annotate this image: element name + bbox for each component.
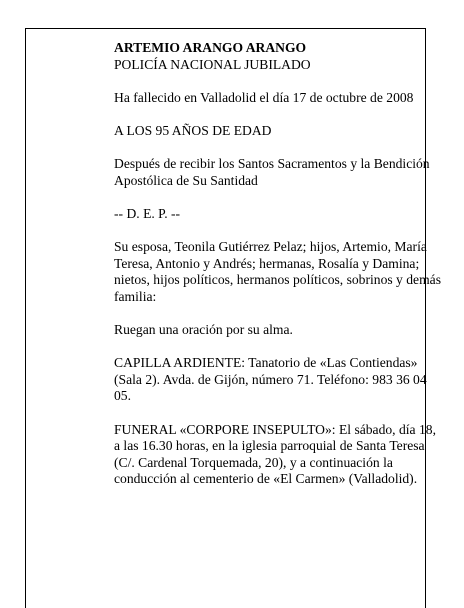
chapel-info: CAPILLA ARDIENTE: Tanatorio de «Las Contiendas» (Sala 2). Avda. de Gijón, número 71. Teléfono: 983 36 04 05. xyxy=(114,355,427,404)
notice-header xyxy=(114,40,444,73)
deceased-name: ARTEMIO ARANGO ARANGO xyxy=(114,40,307,55)
family-list: Su esposa, Teonila Gutiérrez Pelaz; hijos, Artemio, María Teresa, Antonio y Andrés; hermanas, Rosalía y Damina; nietos, hijos políticos, hermanos políticos, sobrinos y demás familia: xyxy=(114,239,441,304)
deceased-title: POLICÍA NACIONAL JUBILADO xyxy=(114,56,311,72)
sacraments-statement: Después de recibir los Santos Sacramentos y la Bendición Apostólica de Su Santidad xyxy=(114,156,430,188)
prayer-request: Ruegan una oración por su alma. xyxy=(114,322,293,338)
death-statement: Ha fallecido en Valladolid el día 17 de octubre de 2008 xyxy=(114,89,414,105)
funeral-info: FUNERAL «CORPORE INSEPULTO»: El sábado, día 18, a las 16.30 horas, en la iglesia parroquial de Santa Teresa (C/. Cardenal Torquemada, 20), y a continuación la conducción al cementerio de «El Carmen» (Valladolid). xyxy=(114,421,436,487)
rip-line: -- D. E. P. -- xyxy=(114,205,181,221)
age-statement: A LOS 95 AÑOS DE EDAD xyxy=(114,122,272,138)
obituary-notice xyxy=(114,40,444,505)
